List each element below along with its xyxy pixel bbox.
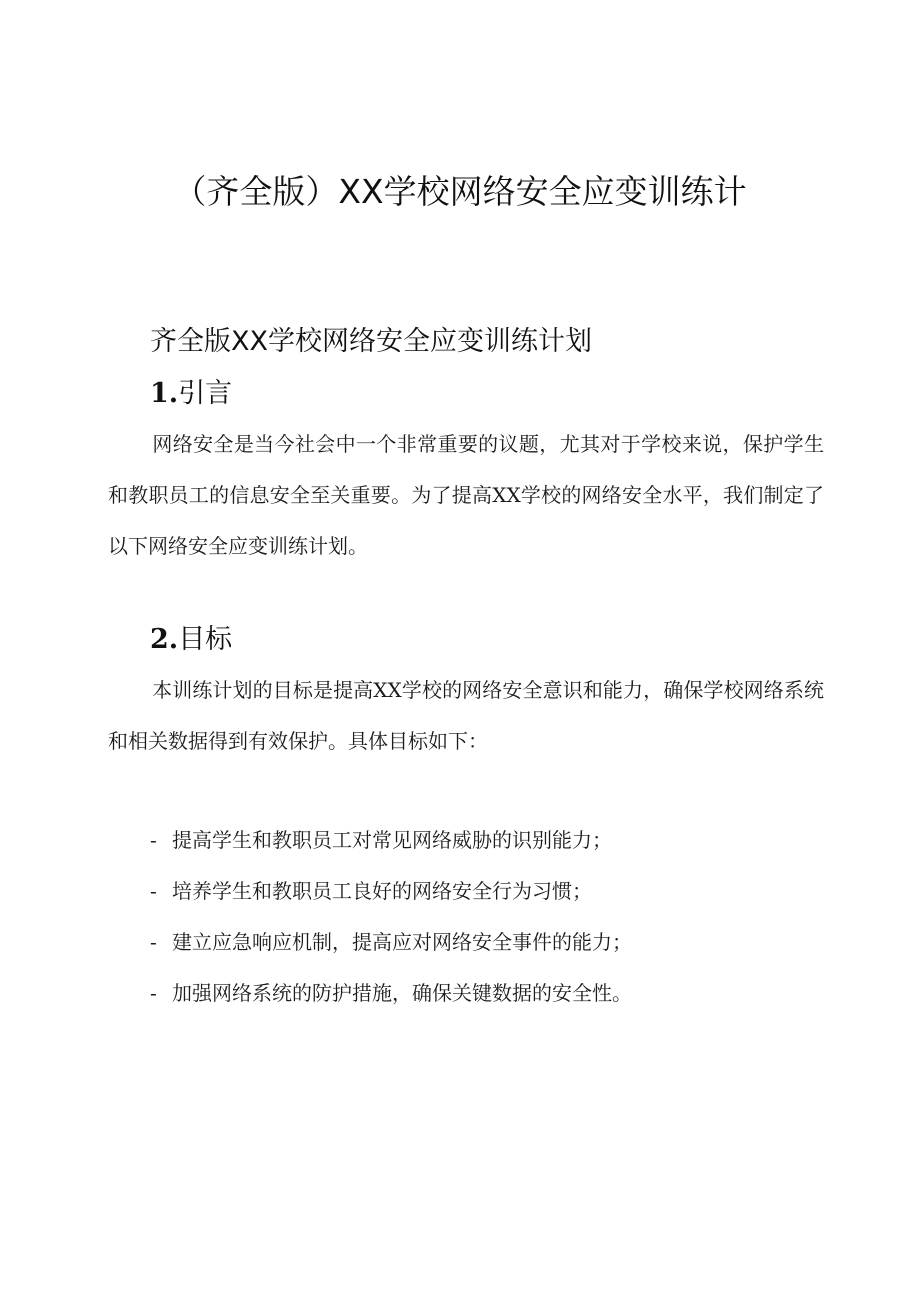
document-title: （齐全版）XX学校网络安全应变训练计 [173,172,747,211]
section-heading-goals [150,620,232,660]
list-item-text: 培养学生和教职员工良好的网络安全行为习惯； [172,879,592,903]
bullet-dash: - [150,828,157,852]
goals-paragraph [108,665,824,767]
section-heading-introduction [150,374,232,414]
list-item-text: 加强网络系统的防护措施，确保关键数据的安全性。 [172,981,632,1005]
bullet-dash: - [150,981,157,1005]
paragraph-text: 本训练计划的目标是提高XX学校的网络安全意识和能力，确保学校网络系统和相关数据得到有效保护。具体目标如下： [108,678,824,753]
section-title: 引言 [178,378,233,409]
section-title: 目标 [178,624,233,655]
list-item [150,815,632,866]
list-item [150,968,632,1019]
list-item-text: 提高学生和教职员工对常见网络威胁的识别能力； [172,828,612,852]
section-number: 2. [150,624,179,655]
paragraph-text: 网络安全是当今社会中一个非常重要的议题，尤其对于学校来说，保护学生和教职员工的信息安全至关重要。为了提高XX学校的网络安全水平，我们制定了以下网络安全应变训练计划。 [108,432,824,558]
list-item-text: 建立应急响应机制，提高应对网络安全事件的能力； [172,930,632,954]
bullet-dash: - [150,879,157,903]
introduction-paragraph [108,419,824,572]
list-item [150,917,632,968]
section-number: 1. [150,378,179,409]
bullet-dash: - [150,930,157,954]
goals-list [150,815,632,1019]
list-item [150,866,632,917]
document-subtitle: 齐全版XX学校网络安全应变训练计划 [150,326,592,357]
